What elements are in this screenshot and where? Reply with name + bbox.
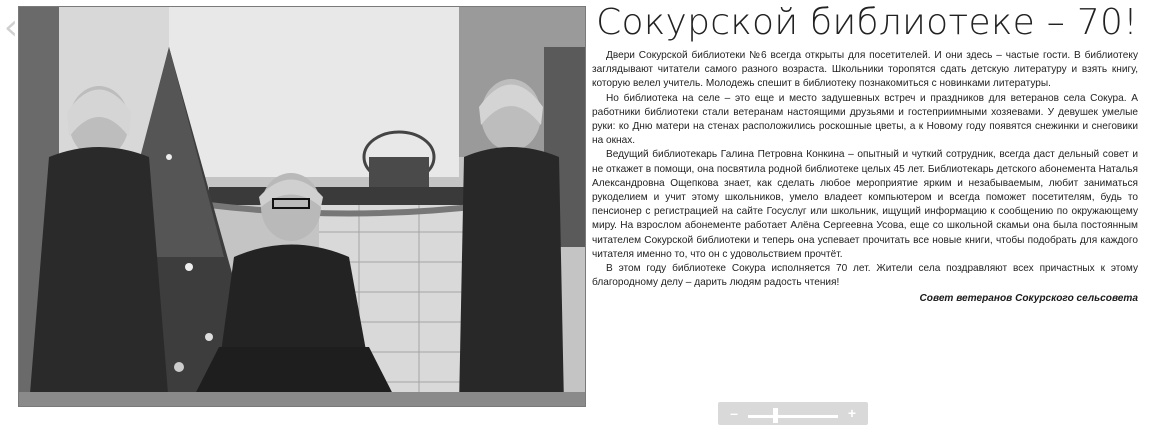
article-paragraph: В этом году библиотеке Сокура исполняется 70 лет. Жители села поздравляют всех причастных к этому благородному делу – дарить людям радость чтения! (592, 263, 1138, 289)
article (592, 0, 1138, 425)
article-paragraph: Двери Сокурской библиотеки №6 всегда открыты для посетителей. И они здесь – частые гости. В библиотеку заглядывают читатели самого разного возраста. Школьники торопятся сдать детскую литературу и взять книгу, которую велел учитель. Молодежь спешит в библиотеку познакомиться с новинками литературы. (592, 50, 1138, 90)
article-signature: Совет ветеранов Сокурского сельсовета (919, 293, 1138, 305)
article-body (592, 49, 1138, 290)
zoom-in-button[interactable]: + (847, 405, 857, 421)
article-paragraph: Но библиотека на селе – это еще и место задушевных встреч и праздников для ветеранов села Сокура. А работники библиотеки стали ветеранам настоящими друзьями и гостеприимными хозяевами. У девушек умелые руки: ко Дню матери на стенах расположились роскошные цветы, а к Новому году появятся снежинки и снеговики на окнах. (592, 92, 1138, 147)
article-photo (18, 6, 586, 407)
zoom-control[interactable] (718, 402, 868, 425)
zoom-slider-thumb[interactable] (773, 408, 778, 423)
article-title: Сокурской библиотеке – 70! (596, 2, 1138, 43)
zoom-slider-track[interactable] (748, 415, 838, 418)
article-paragraph: Ведущий библиотекарь Галина Петровна Конкина – опытный и чуткий сотрудник, всегда даст дельный совет и не откажет в помощи, она посвятила родной библиотеке целых 45 лет. Библиотекарь детского абонемента Наталья Александровна Ощепкова знает, как сделать любое мероприятие ярким и незабываемым, любит заниматься рукоделием и учит этому школьников, умело владеет компьютером и всегда поможет посетителям, будь то пенсионер с регистрацией на сайте Госуслуг или школьник, ищущий информацию к сообщению по окружающему миру. На взрослом абонементе работает Алёна Сергеевна Усова, еще со школьной скамьи она была постоянным читателем Сокурской библиотеки и теперь она успевает прочитать все новые книги, чтобы подобрать для каждого читателя именно то, что он с удовольствием прочтёт. (592, 149, 1138, 260)
zoom-out-button[interactable]: – (730, 405, 738, 421)
previous-page-arrow-icon[interactable]: ‹ (3, 7, 19, 48)
